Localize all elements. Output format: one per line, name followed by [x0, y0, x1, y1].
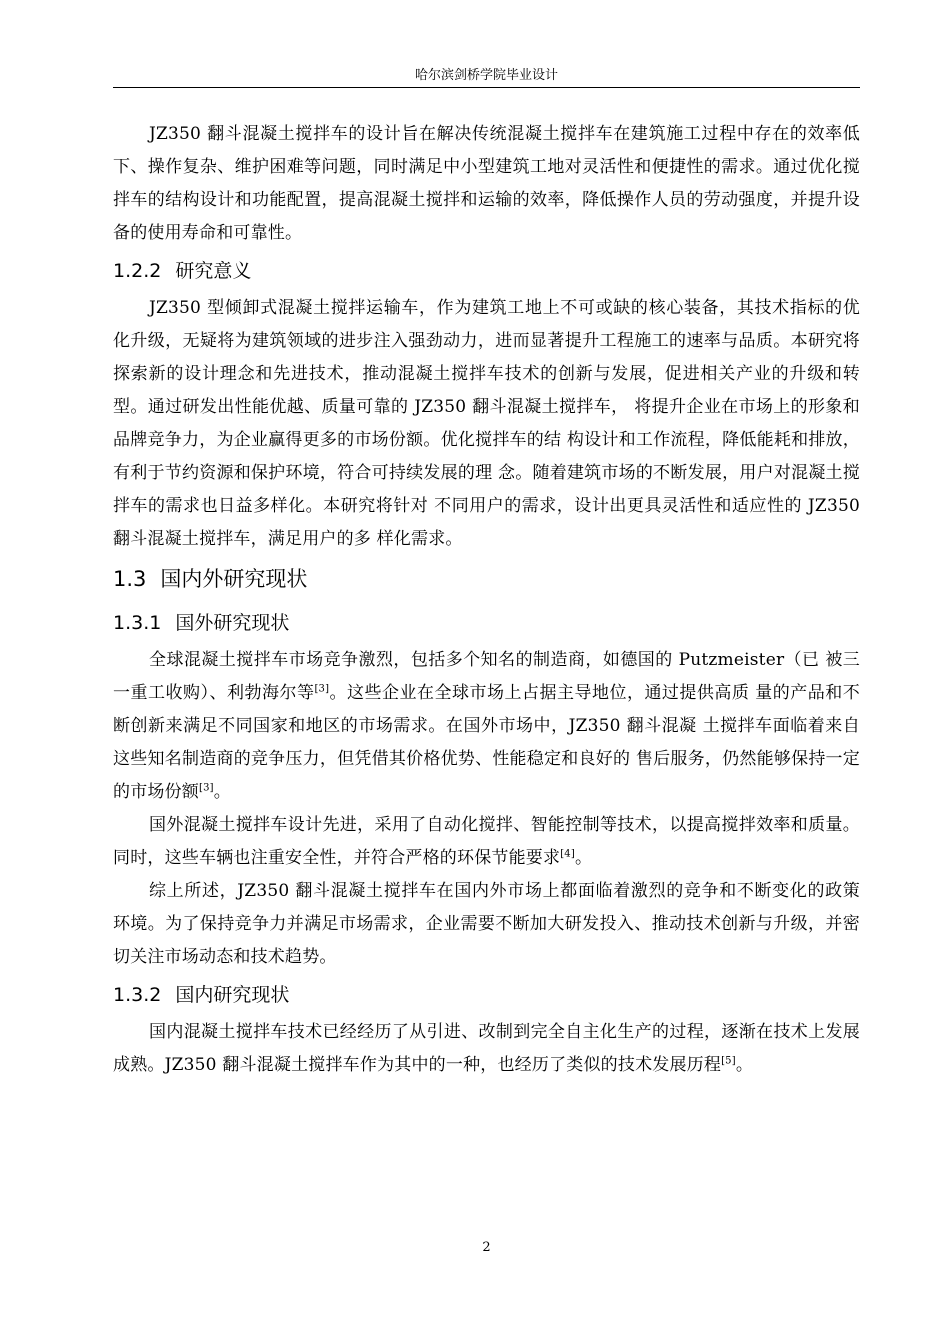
text-run: 全球混凝土搅拌车市场竞争激烈，包括多个知名的制造商，如德国的 Putzmeister（已 被三一重工收购）、利勃海尔等 [113, 650, 860, 703]
paragraph-foreign-technology [113, 809, 860, 875]
heading-1-3-1 [113, 602, 860, 644]
heading-title: 研究意义 [175, 260, 252, 282]
heading-1-2-2 [113, 250, 860, 292]
heading-number: 1.3.1 [113, 612, 162, 634]
text-run: 。 [735, 1055, 754, 1075]
citation: [3] [199, 782, 214, 794]
heading-number: 1.3.2 [113, 984, 162, 1006]
text-run: 。 [574, 848, 593, 868]
heading-title: 国内研究现状 [175, 984, 290, 1006]
text-run: 。 [213, 782, 231, 802]
citation: [4] [560, 848, 575, 860]
text-run: 。这些企业在全球市场上占据主导地位，通过提供高质 量的产品和不断创新来满足不同国家和地区的市场需求。在国外市场中，JZ350 翻斗混凝 土搅拌车面临着来自这些知名制造商的竞争压力，但凭借其价格优势、性能稳定和良好的 售后服务，仍然能够保持一定的市场份额 [113, 683, 860, 802]
paragraph-design-goal: JZ350 翻斗混凝土搅拌车的设计旨在解决传统混凝土搅拌车在建筑施工过程中存在的效率低下、操作复杂、维护困难等问题，同时满足中小型建筑工地对灵活性和便捷性的需求。通过优化搅拌车的结构设计和功能配置，提高混凝土搅拌和运输的效率，降低操作人员的劳动强度，并提升设备的使用寿命和可靠性。 [113, 124, 860, 243]
heading-number: 1.3 [113, 567, 147, 591]
paragraph-summary: 综上所述，JZ350 翻斗混凝土搅拌车在国内外市场上都面临着激烈的竞争和不断变化的政策环境。为了保持竞争力并满足市场需求，企业需要不断加大研发投入、推动技术创新与升级，并密切关注市场动态和技术趋势。 [113, 881, 860, 967]
document-body [113, 118, 860, 1082]
heading-1-3 [113, 556, 860, 602]
header-divider [113, 87, 860, 88]
heading-number: 1.2.2 [113, 260, 162, 282]
text-run: 国外混凝土搅拌车设计先进，采用了自动化搅拌、智能控制等技术，以提高搅拌效率和质量。同时，这些车辆也注重安全性，并符合严格的环保节能要求 [113, 815, 860, 868]
paragraph-foreign-market [113, 644, 860, 809]
page-header: 哈尔滨剑桥学院毕业设计 [414, 68, 558, 83]
heading-1-3-2 [113, 974, 860, 1016]
text-run: 国内混凝土搅拌车技术已经经历了从引进、改制到完全自主化生产的过程，逐渐在技术上发展成熟。JZ350 翻斗混凝土搅拌车作为其中的一种，也经历了类似的技术发展历程 [113, 1022, 860, 1075]
page-number: 2 [482, 1240, 491, 1255]
paragraph-research-significance: JZ350 型倾卸式混凝土搅拌运输车，作为建筑工地上不可或缺的核心装备，其技术指标的优化升级，无疑将为建筑领域的进步注入强劲动力，进而显著提升工程施工的速率与品质。本研究将探索新的设计理念和先进技术，推动混凝土搅拌车技术的创新与发展，促进相关产业的升级和转型。通过研发出性能优越、质量可靠的 JZ350 翻斗混凝土搅拌车， 将提升企业在市场上的形象和品牌竞争力，为企业赢得更多的市场份额。优化搅拌车的结 构设计和工作流程，降低能耗和排放，有利于节约资源和保护环境，符合可持续发展的理 念。随着建筑市场的不断发展，用户对混凝土搅拌车的需求也日益多样化。本研究将针对 不同用户的需求，设计出更具灵活性和适应性的 JZ350 翻斗混凝土搅拌车，满足用户的多 样化需求。 [113, 298, 860, 549]
citation: [5] [721, 1055, 736, 1067]
citation: [3] [314, 683, 330, 695]
paragraph-domestic-research [113, 1016, 860, 1082]
heading-title: 国内外研究现状 [160, 567, 308, 591]
heading-title: 国外研究现状 [175, 612, 290, 634]
